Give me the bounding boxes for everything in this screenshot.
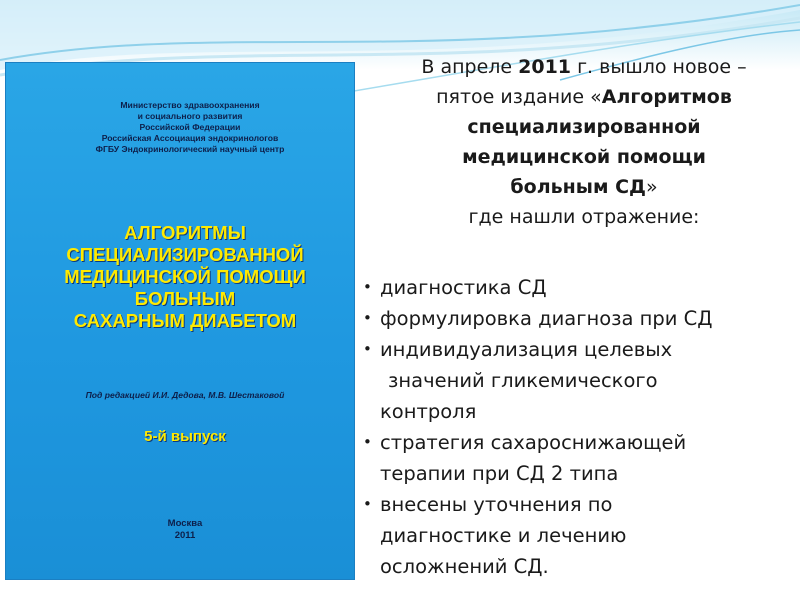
bullet-list	[363, 272, 799, 582]
cover-title-line: БОЛЬНЫМ	[134, 288, 236, 309]
intro-text: пятое издание «	[436, 86, 602, 108]
bullet-line: • внесены уточнения по	[380, 493, 613, 516]
bullet-line: контроля	[380, 400, 477, 423]
publisher-line: Министерство здравоохранения	[120, 100, 260, 110]
bullet-line: диагностике и лечению	[380, 524, 627, 547]
intro-text: г. вышло новое –	[571, 56, 747, 78]
intro-bold-title: медицинской помощи	[462, 146, 706, 168]
cover-title-line: СПЕЦИАЛИЗИРОВАННОЙ	[66, 244, 304, 265]
bullet-item	[363, 427, 799, 489]
cover-title-line: АЛГОРИТМЫ	[124, 222, 246, 243]
intro-line	[370, 172, 798, 202]
intro-year: 2011	[518, 56, 572, 78]
intro-text: В апреле	[421, 56, 519, 78]
bullet-item	[363, 334, 799, 427]
cover-year: 2011	[174, 530, 196, 541]
bullet-line: • стратегия сахароснижающей	[380, 431, 687, 454]
book-cover-image	[5, 62, 355, 580]
cover-imprint	[105, 518, 265, 542]
bullet-item	[363, 303, 799, 334]
intro-line	[370, 52, 798, 82]
bullet-line: значений гликемического	[388, 369, 658, 392]
cover-editors: Под редакцией И.И. Дедова, М.В. Шестаковой	[85, 390, 285, 400]
bullet-line: • формулировка диагноза при СД	[380, 307, 713, 330]
publisher-line: и социального развития	[137, 111, 243, 121]
intro-paragraph	[370, 52, 798, 232]
cover-title	[25, 222, 345, 332]
cover-city: Москва	[167, 518, 203, 529]
intro-text: где нашли отражение:	[468, 206, 700, 228]
intro-bold-title: Алгоритмов	[601, 86, 732, 108]
bullet-line: терапии при СД 2 типа	[380, 462, 619, 485]
publisher-line: Российская Ассоциация эндокринологов	[101, 133, 279, 143]
bullet-line: • диагностика СД	[380, 276, 547, 299]
bullet-line: • индивидуализация целевых	[380, 338, 673, 361]
bullet-item	[363, 489, 799, 582]
cover-title-line: САХАРНЫМ ДИАБЕТОМ	[73, 310, 297, 331]
intro-text: »	[645, 176, 658, 198]
intro-line	[370, 82, 798, 112]
cover-edition: 5-й выпуск	[144, 428, 226, 445]
intro-bold-title: специализированной	[467, 116, 701, 138]
intro-bold-title: больным СД	[510, 176, 646, 198]
bullet-item	[363, 272, 799, 303]
bullet-line: осложнений СД.	[380, 555, 549, 578]
publisher-line: ФГБУ Эндокринологический научный центр	[95, 144, 285, 154]
cover-publisher	[45, 100, 335, 155]
cover-title-line: МЕДИЦИНСКОЙ ПОМОЩИ	[64, 266, 306, 287]
publisher-line: Российской Федерации	[139, 122, 241, 132]
